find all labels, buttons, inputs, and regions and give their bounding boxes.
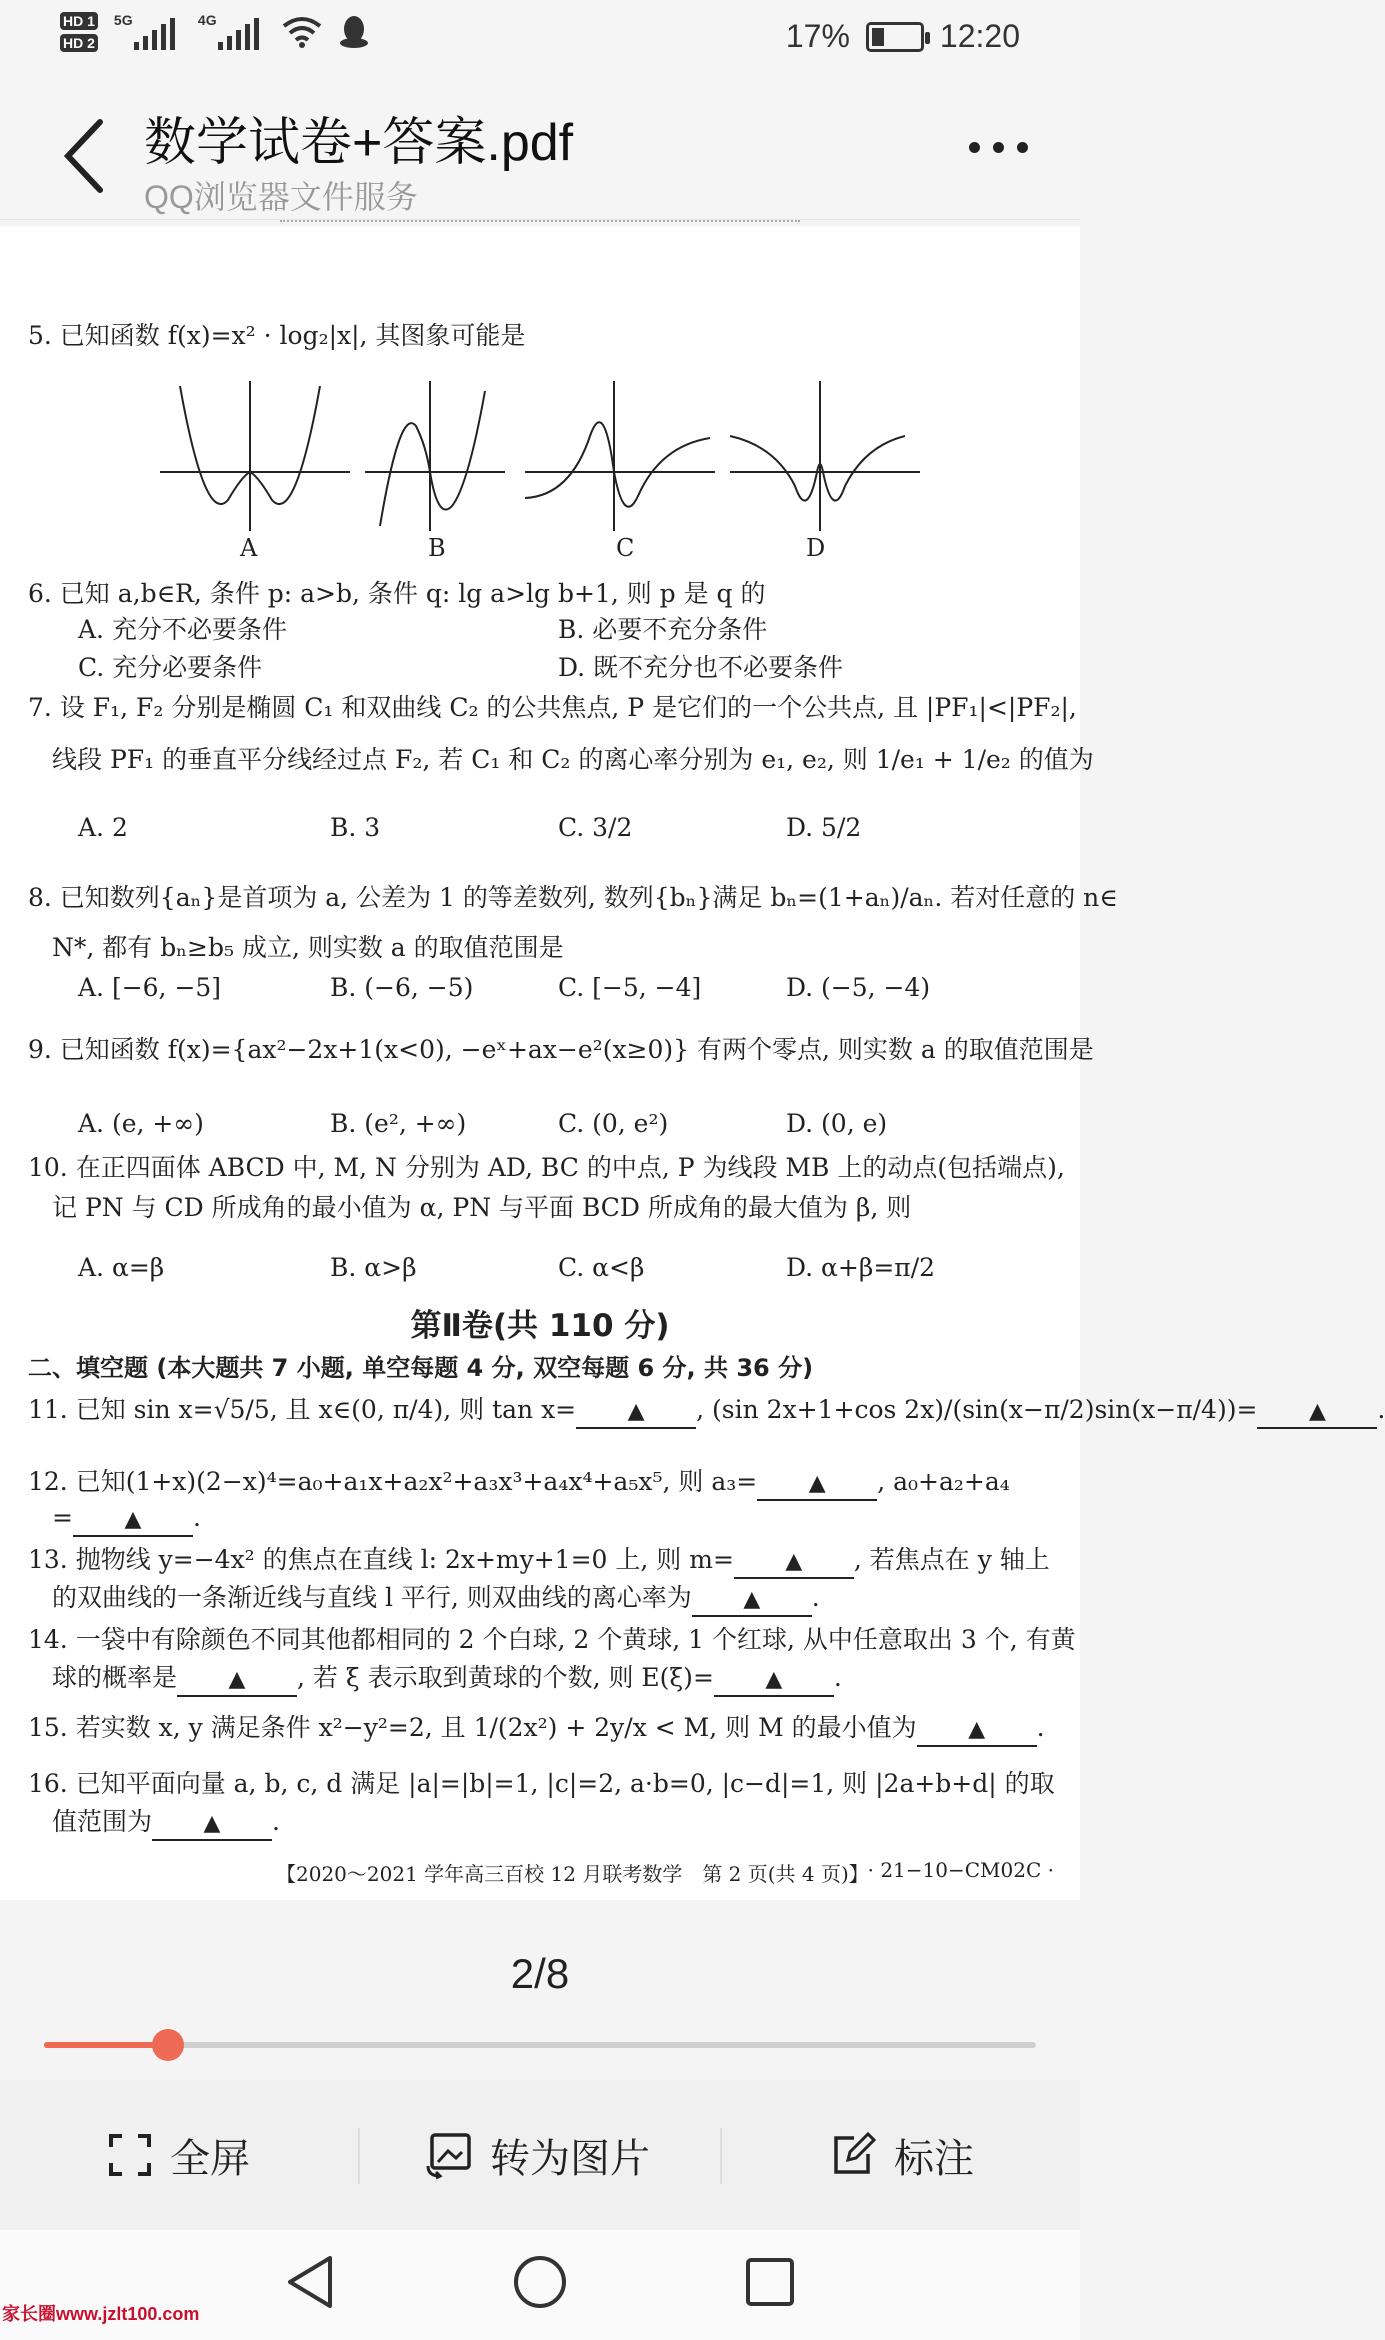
question-11: 11. 已知 sin x=√5/5, 且 x∈(0, π/4), 则 tan x= ▲ , (sin 2x+1+cos 2x)/(sin(x−π/2)sin(x−π/4))= ▲ . [28,1392,1385,1429]
answer-blank: ▲ [152,1809,272,1841]
question-5: 5. 已知函数 f(x)=x² · log₂|x|, 其图象可能是 [28,321,526,350]
question-12-line-2: = ▲ . [52,1500,201,1537]
q6-option-d: D. 既不充分也不必要条件 [558,653,844,682]
question-14-line-2: 球的概率是 ▲ , 若 ξ 表示取到黄球的个数, 则 E(ξ)= ▲ . [52,1660,842,1697]
graph-b [360,376,510,536]
question-16-line-1: 16. 已知平面向量 a, b, c, d 满足 |a|=|b|=1, |c|=2, a·b=0, |c−d|=1, 则 |2a+b+d| 的取 [28,1769,1055,1798]
page-title: 数学试卷+答案.pdf [144,114,574,172]
answer-blank: ▲ [714,1665,834,1697]
hd1-badge: HD 1 [60,12,98,30]
title-bar [0,80,1080,220]
graph-label-c: C [616,534,635,562]
question-13-line-1: 13. 抛物线 y=−4x² 的焦点在直线 l: 2x+my+1=0 上, 则 m= ▲ , 若焦点在 y 轴上 [28,1542,1050,1579]
q9-option-a: A. (e, +∞) [78,1109,204,1138]
question-8-line-1: 8. 已知数列{aₙ}是首项为 a, 公差为 1 的等差数列, 数列{bₙ}满足 bₙ=(1+aₙ)/aₙ. 若对任意的 n∈ [28,883,1118,912]
q8-option-d: D. (−5, −4) [786,973,931,1002]
question-16-line-2: 值范围为 ▲ . [52,1804,280,1841]
answer-blank: ▲ [73,1505,193,1537]
q8-option-c: C. [−5, −4] [558,973,702,1002]
more-menu-icon[interactable] [969,142,1028,153]
q7-option-d: D. 5/2 [786,813,862,842]
page-navigator [0,1900,1080,2080]
page-slider-handle[interactable] [152,2029,184,2061]
question-9: 9. 已知函数 f(x)={ax²−2x+1(x<0), −eˣ+ax−e²(x≥0)} 有两个零点, 则实数 a 的取值范围是 [28,1035,1094,1064]
graph-d [725,376,925,536]
watermark-text: 家长圈www.jzlt100.com [2,2304,200,2324]
page-subtitle: QQ浏览器文件服务 [144,179,418,215]
answer-blank: ▲ [692,1585,812,1617]
fullscreen-label: 全屏 [170,2136,250,2181]
edit-icon [830,2132,876,2178]
net2-label: 4G [197,12,217,28]
hd2-badge: HD 2 [60,34,98,52]
page-number: 2/8 [510,1950,570,1997]
section-2-subtitle: 二、填空题 (本大题共 7 小题, 单空每题 4 分, 双空每题 6 分, 共 36 分) [28,1354,814,1382]
pdf-page[interactable] [0,226,1385,1900]
question-15: 15. 若实数 x, y 满足条件 x²−y²=2, 且 1/(2x²) + 2y/x < M, 则 M 的最小值为 ▲ . [28,1710,1045,1747]
question-13-line-2: 的双曲线的一条渐近线与直线 l 平行, 则双曲线的离心率为 ▲ . [52,1580,820,1617]
nav-recents-icon[interactable] [742,2252,798,2312]
battery-percent: 17% [785,18,850,54]
question-6: 6. 已知 a,b∈R, 条件 p: a>b, 条件 q: lg a>lg b+1, 则 p 是 q 的 [28,579,766,608]
graph-c [520,376,720,536]
back-arrow-icon[interactable] [56,116,116,196]
graph-label-d: D [806,534,826,562]
annotate-label: 标注 [894,2136,974,2181]
qq-icon [338,15,370,49]
annotate-button[interactable] [830,2120,974,2190]
graph-label-b: B [428,534,446,562]
graph-a [150,376,360,536]
answer-blank: ▲ [757,1469,877,1501]
bottom-toolbar [0,2080,1080,2230]
q6-option-b: B. 必要不充分条件 [558,615,768,644]
battery-icon [866,22,924,52]
section-2-title: 第Ⅱ卷(共 110 分) [410,1308,670,1344]
signal-5g-icon [114,12,182,52]
signal-4g-icon [198,12,266,52]
question-10-line-1: 10. 在正四面体 ABCD 中, M, N 分别为 AD, BC 的中点, P 为线段 MB 上的动点(包括端点), [28,1153,1065,1182]
q7-option-b: B. 3 [330,813,381,842]
clock: 12:20 [939,18,1020,54]
answer-blank: ▲ [917,1715,1037,1747]
fullscreen-button[interactable] [108,2120,250,2190]
hd-indicator [60,12,98,52]
answer-blank: ▲ [734,1547,854,1579]
q10-option-c: C. α<β [558,1253,645,1282]
question-12-line-1: 12. 已知(1+x)(2−x)⁴=a₀+a₁x+a₂x²+a₃x³+a₄x⁴+a₅x⁵, 则 a₃= ▲ , a₀+a₂+a₄ [28,1464,1010,1501]
answer-blank: ▲ [576,1397,696,1429]
nav-home-icon[interactable] [510,2252,570,2312]
q6-option-c: C. 充分必要条件 [78,653,263,682]
answer-blank: ▲ [177,1665,297,1697]
question-7-line-1: 7. 设 F₁, F₂ 分别是椭圆 C₁ 和双曲线 C₂ 的公共焦点, P 是它们的一个公共点, 且 |PF₁|<|PF₂|, [28,693,1077,722]
q9-option-b: B. (e², +∞) [330,1109,467,1138]
page-footer-code: · 21−10−CM02C · [867,1858,1054,1882]
convert-to-image-button[interactable] [426,2120,650,2190]
q10-option-a: A. α=β [78,1253,165,1282]
convert-to-image-label: 转为图片 [490,2136,650,2181]
page-slider[interactable] [44,2042,1036,2048]
answer-blank: ▲ [1257,1397,1377,1429]
q9-option-d: D. (0, e) [786,1109,888,1138]
q8-option-b: B. (−6, −5) [330,973,474,1002]
fullscreen-icon [108,2133,152,2177]
q9-option-c: C. (0, e²) [558,1109,669,1138]
image-convert-icon [426,2132,472,2178]
q10-option-b: B. α>β [330,1253,417,1282]
net1-label: 5G [113,12,133,28]
q7-option-a: A. 2 [78,813,128,842]
q10-option-d: D. α+β=π/2 [786,1253,936,1282]
question-14-line-1: 14. 一袋中有除颜色不同其他都相同的 2 个白球, 2 个黄球, 1 个红球, 从中任意取出 3 个, 有黄 [28,1625,1076,1654]
page-footer: 【2020～2021 学年高三百校 12 月联考数学 第 2 页(共 4 页)】 [276,1862,869,1886]
question-10-line-2: 记 PN 与 CD 所成角的最小值为 α, PN 与平面 BCD 所成角的最大值为 β, 则 [52,1193,912,1222]
status-bar [0,0,1080,80]
question-7-line-2: 线段 PF₁ 的垂直平分线经过点 F₂, 若 C₁ 和 C₂ 的离心率分别为 e₁, e₂, 则 1/e₁ + 1/e₂ 的值为 [52,745,1094,774]
question-8-line-2: N*, 都有 bₙ≥b₅ 成立, 则实数 a 的取值范围是 [52,933,564,962]
nav-back-icon[interactable] [282,2252,338,2312]
q8-option-a: A. [−6, −5] [78,973,222,1002]
wifi-icon [282,16,322,48]
graph-label-a: A [240,534,258,562]
q6-option-a: A. 充分不必要条件 [78,615,287,644]
q7-option-c: C. 3/2 [558,813,633,842]
page-slider-fill [44,2042,168,2048]
